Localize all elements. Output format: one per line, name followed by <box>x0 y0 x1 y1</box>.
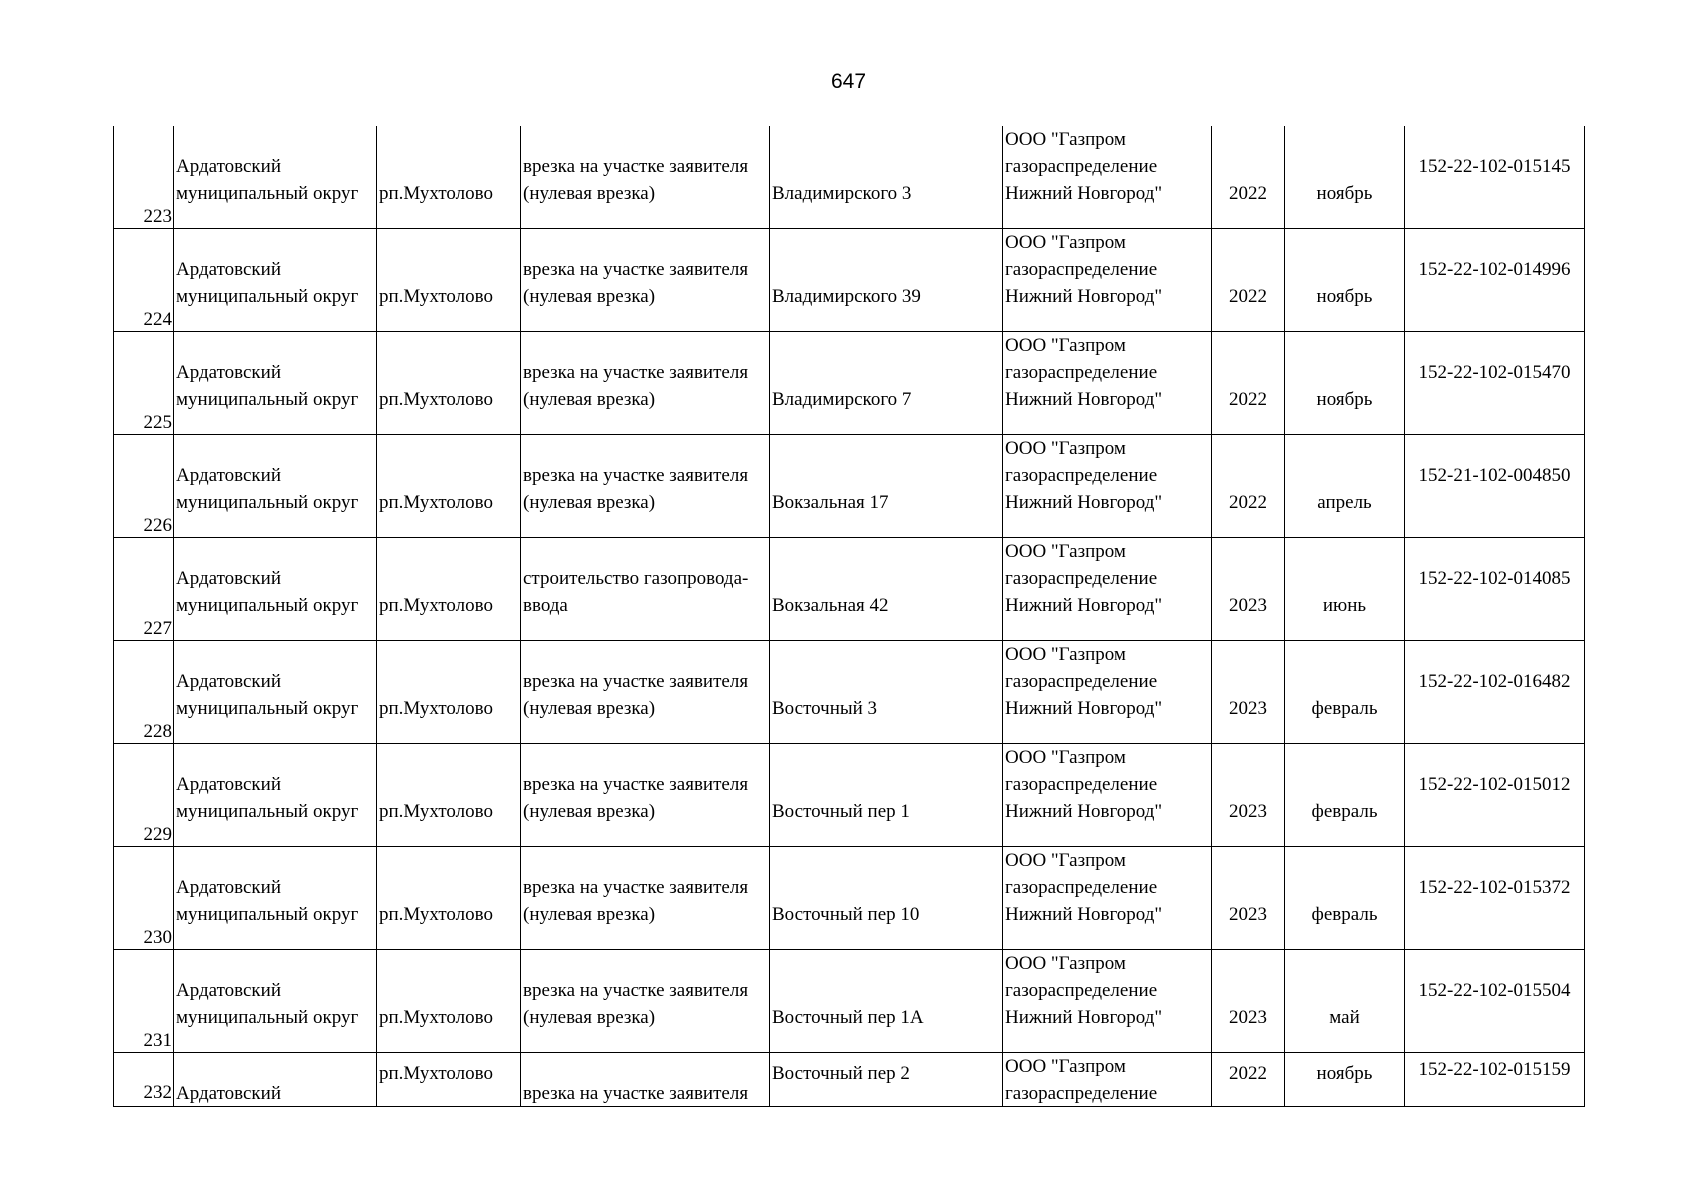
year-value: 2022 <box>1229 183 1267 204</box>
district-name <box>176 771 358 825</box>
district-name-line: муниципальный округ <box>176 389 359 410</box>
year-value: 2022 <box>1229 286 1267 307</box>
locality-cell <box>376 538 520 640</box>
street-address: Восточный пер 2 <box>772 1063 910 1084</box>
work-type-line: врезка на участке заявителя <box>523 980 749 1001</box>
work-type <box>523 771 748 825</box>
locality-cell <box>376 126 520 228</box>
street-address: Вокзальная 42 <box>772 595 889 616</box>
organization-cell <box>1002 1053 1211 1106</box>
organization-name-line: Нижний Новгород" <box>1005 1007 1163 1028</box>
organization-name-line: ООО "Газпром <box>1005 850 1126 871</box>
year-cell <box>1211 1053 1284 1106</box>
district-name <box>176 874 358 928</box>
row-number-cell <box>113 847 173 949</box>
work-type-cell <box>520 641 769 743</box>
gas-connection-table <box>113 126 1585 1107</box>
row-number: 228 <box>143 721 172 742</box>
address-cell <box>769 126 1002 228</box>
month-value: май <box>1329 1007 1360 1028</box>
table-row <box>113 538 1585 641</box>
table-row <box>113 641 1585 744</box>
street-address: Восточный пер 1А <box>772 1007 924 1028</box>
district-cell <box>173 126 376 228</box>
work-type-cell <box>520 126 769 228</box>
locality-name: рп.Мухтолово <box>379 389 493 410</box>
organization-name-line: Нижний Новгород" <box>1005 389 1163 410</box>
code-cell <box>1404 126 1585 228</box>
address-cell <box>769 950 1002 1052</box>
work-type-line: врезка на участке заявителя <box>523 774 749 795</box>
month-value: ноябрь <box>1316 389 1373 410</box>
work-type-line: строительство газопровода- <box>523 568 749 589</box>
organization-name-line: Нижний Новгород" <box>1005 904 1163 925</box>
district-name-line: муниципальный округ <box>176 286 359 307</box>
organization-name-line: газораспределение <box>1005 259 1158 280</box>
organization-name-line: газораспределение <box>1005 980 1158 1001</box>
organization-cell <box>1002 538 1211 640</box>
application-code: 152-22-102-014996 <box>1418 259 1571 280</box>
address-cell <box>769 641 1002 743</box>
work-type-cell <box>520 229 769 331</box>
work-type-cell <box>520 847 769 949</box>
district-cell <box>173 950 376 1052</box>
year-value: 2022 <box>1229 389 1267 410</box>
district-cell <box>173 744 376 846</box>
year-cell <box>1211 332 1284 434</box>
month-cell <box>1284 744 1404 846</box>
organization-name-line: газораспределение <box>1005 156 1158 177</box>
work-type <box>523 1080 748 1106</box>
year-value: 2023 <box>1229 904 1267 925</box>
organization-cell <box>1002 435 1211 537</box>
work-type-line: (нулевая врезка) <box>523 286 656 307</box>
district-name-line: муниципальный округ <box>176 801 359 822</box>
table-row <box>113 332 1585 435</box>
row-number: 227 <box>143 618 172 639</box>
district-name <box>176 359 358 413</box>
work-type-line: ввода <box>523 595 568 616</box>
district-name-line: Ардатовский <box>176 465 281 486</box>
code-cell <box>1404 332 1585 434</box>
application-code: 152-21-102-004850 <box>1418 465 1571 486</box>
street-address: Вокзальная 17 <box>772 492 889 513</box>
code-cell <box>1404 1053 1585 1106</box>
month-cell <box>1284 332 1404 434</box>
month-value: ноябрь <box>1316 183 1373 204</box>
organization-cell <box>1002 744 1211 846</box>
work-type-line: врезка на участке заявителя <box>523 1083 749 1104</box>
address-cell <box>769 744 1002 846</box>
district-name <box>176 565 358 619</box>
month-value: февраль <box>1311 904 1378 925</box>
organization-name-line: Нижний Новгород" <box>1005 801 1163 822</box>
organization-name <box>1005 744 1162 825</box>
work-type-line: врезка на участке заявителя <box>523 877 749 898</box>
page-number: 647 <box>830 70 867 93</box>
locality-cell <box>376 950 520 1052</box>
month-cell <box>1284 538 1404 640</box>
work-type-cell <box>520 1053 769 1106</box>
organization-name-line: ООО "Газпром <box>1005 438 1126 459</box>
application-code: 152-22-102-015145 <box>1418 156 1571 177</box>
application-code: 152-22-102-016482 <box>1418 671 1571 692</box>
street-address: Владимирского 3 <box>772 183 912 204</box>
year-value: 2023 <box>1229 595 1267 616</box>
locality-cell <box>376 229 520 331</box>
year-cell <box>1211 847 1284 949</box>
application-code: 152-22-102-015470 <box>1418 362 1571 383</box>
row-number-cell <box>113 126 173 228</box>
work-type-line: врезка на участке заявителя <box>523 671 749 692</box>
year-cell <box>1211 641 1284 743</box>
row-number-cell <box>113 229 173 331</box>
organization-name <box>1005 847 1162 928</box>
row-number: 232 <box>143 1082 172 1103</box>
district-name <box>176 153 358 207</box>
row-number: 223 <box>143 206 172 227</box>
organization-name-line: ООО "Газпром <box>1005 1056 1126 1077</box>
district-name-line: муниципальный округ <box>176 698 359 719</box>
work-type <box>523 668 748 722</box>
organization-name <box>1005 1053 1157 1106</box>
organization-name-line: ООО "Газпром <box>1005 747 1126 768</box>
locality-name: рп.Мухтолово <box>379 286 493 307</box>
organization-name-line: газораспределение <box>1005 362 1158 383</box>
application-code: 152-22-102-014085 <box>1418 568 1571 589</box>
organization-name-line: газораспределение <box>1005 774 1158 795</box>
month-cell <box>1284 229 1404 331</box>
address-cell <box>769 1053 1002 1106</box>
locality-cell <box>376 847 520 949</box>
organization-name <box>1005 435 1162 516</box>
district-name-line: Ардатовский <box>176 1083 281 1104</box>
work-type <box>523 462 748 516</box>
work-type <box>523 874 748 928</box>
table-row <box>113 950 1585 1053</box>
row-number-cell <box>113 641 173 743</box>
organization-cell <box>1002 229 1211 331</box>
district-name-line: Ардатовский <box>176 671 281 692</box>
locality-name: рп.Мухтолово <box>379 904 493 925</box>
organization-name-line: Нижний Новгород" <box>1005 286 1163 307</box>
work-type-line: (нулевая врезка) <box>523 904 656 925</box>
organization-name-line: газораспределение <box>1005 568 1158 589</box>
table-row <box>113 1053 1585 1107</box>
year-cell <box>1211 229 1284 331</box>
year-value: 2023 <box>1229 1007 1267 1028</box>
row-number: 230 <box>143 927 172 948</box>
organization-name <box>1005 126 1162 207</box>
work-type-line: (нулевая врезка) <box>523 183 656 204</box>
table-row <box>113 435 1585 538</box>
row-number-cell <box>113 332 173 434</box>
year-cell <box>1211 126 1284 228</box>
year-value: 2023 <box>1229 698 1267 719</box>
organization-name <box>1005 950 1162 1031</box>
organization-name-line: газораспределение <box>1005 1083 1158 1104</box>
street-address: Владимирского 39 <box>772 286 921 307</box>
table-row <box>113 229 1585 332</box>
code-cell <box>1404 435 1585 537</box>
work-type <box>523 256 748 310</box>
locality-cell <box>376 744 520 846</box>
address-cell <box>769 538 1002 640</box>
work-type-cell <box>520 744 769 846</box>
organization-cell <box>1002 332 1211 434</box>
organization-name <box>1005 332 1162 413</box>
locality-name: рп.Мухтолово <box>379 183 493 204</box>
organization-name-line: ООО "Газпром <box>1005 541 1126 562</box>
work-type-line: врезка на участке заявителя <box>523 465 749 486</box>
work-type-cell <box>520 950 769 1052</box>
table-row <box>113 744 1585 847</box>
district-name-line: Ардатовский <box>176 877 281 898</box>
month-value: июнь <box>1322 595 1367 616</box>
address-cell <box>769 229 1002 331</box>
row-number-cell <box>113 1053 173 1106</box>
organization-name <box>1005 229 1162 310</box>
month-value: февраль <box>1311 698 1378 719</box>
district-name-line: муниципальный округ <box>176 1007 359 1028</box>
organization-name <box>1005 641 1162 722</box>
work-type-line: (нулевая врезка) <box>523 492 656 513</box>
year-cell <box>1211 435 1284 537</box>
organization-cell <box>1002 847 1211 949</box>
locality-cell <box>376 332 520 434</box>
month-cell <box>1284 847 1404 949</box>
work-type-line: врезка на участке заявителя <box>523 362 749 383</box>
work-type <box>523 359 748 413</box>
code-cell <box>1404 538 1585 640</box>
district-cell <box>173 847 376 949</box>
district-name-line: муниципальный округ <box>176 595 359 616</box>
address-cell <box>769 847 1002 949</box>
district-cell <box>173 1053 376 1106</box>
year-cell <box>1211 950 1284 1052</box>
locality-name: рп.Мухтолово <box>379 595 493 616</box>
month-cell <box>1284 641 1404 743</box>
application-code: 152-22-102-015504 <box>1418 980 1571 1001</box>
district-name-line: Ардатовский <box>176 980 281 1001</box>
locality-cell <box>376 641 520 743</box>
district-name-line: муниципальный округ <box>176 904 359 925</box>
month-value: ноябрь <box>1316 1063 1373 1084</box>
row-number-cell <box>113 744 173 846</box>
locality-cell <box>376 435 520 537</box>
locality-name: рп.Мухтолово <box>379 1063 493 1084</box>
row-number: 229 <box>143 824 172 845</box>
organization-cell <box>1002 641 1211 743</box>
year-value: 2022 <box>1229 492 1267 513</box>
organization-name-line: ООО "Газпром <box>1005 644 1126 665</box>
year-value: 2022 <box>1229 1063 1267 1084</box>
organization-name-line: газораспределение <box>1005 671 1158 692</box>
district-name-line: муниципальный округ <box>176 492 359 513</box>
year-value: 2023 <box>1229 801 1267 822</box>
month-value: ноябрь <box>1316 286 1373 307</box>
district-name-line: Ардатовский <box>176 568 281 589</box>
district-name <box>176 1080 281 1106</box>
row-number: 225 <box>143 412 172 433</box>
street-address: Восточный пер 1 <box>772 801 910 822</box>
work-type <box>523 565 748 619</box>
organization-name-line: газораспределение <box>1005 465 1158 486</box>
district-cell <box>173 332 376 434</box>
code-cell <box>1404 950 1585 1052</box>
organization-name-line: газораспределение <box>1005 877 1158 898</box>
work-type-cell <box>520 538 769 640</box>
work-type-line: врезка на участке заявителя <box>523 259 749 280</box>
work-type-line: (нулевая врезка) <box>523 389 656 410</box>
organization-cell <box>1002 950 1211 1052</box>
district-name-line: Ардатовский <box>176 156 281 177</box>
organization-name <box>1005 538 1162 619</box>
district-name-line: Ардатовский <box>176 774 281 795</box>
month-value: апрель <box>1317 492 1372 513</box>
row-number-cell <box>113 950 173 1052</box>
organization-name-line: ООО "Газпром <box>1005 953 1126 974</box>
code-cell <box>1404 229 1585 331</box>
organization-name-line: Нижний Новгород" <box>1005 698 1163 719</box>
table-row <box>113 126 1585 229</box>
district-name-line: муниципальный округ <box>176 183 359 204</box>
organization-name-line: Нижний Новгород" <box>1005 595 1163 616</box>
organization-name-line: ООО "Газпром <box>1005 335 1126 356</box>
year-cell <box>1211 744 1284 846</box>
row-number: 224 <box>143 309 172 330</box>
district-cell <box>173 538 376 640</box>
work-type <box>523 153 748 207</box>
month-cell <box>1284 435 1404 537</box>
month-cell <box>1284 950 1404 1052</box>
district-name <box>176 668 358 722</box>
street-address: Владимирского 7 <box>772 389 912 410</box>
work-type-line: (нулевая врезка) <box>523 801 656 822</box>
address-cell <box>769 435 1002 537</box>
work-type-line: (нулевая врезка) <box>523 1007 656 1028</box>
locality-cell <box>376 1053 520 1106</box>
organization-name-line: ООО "Газпром <box>1005 129 1126 150</box>
month-cell <box>1284 1053 1404 1106</box>
code-cell <box>1404 641 1585 743</box>
address-cell <box>769 332 1002 434</box>
district-name-line: Ардатовский <box>176 362 281 383</box>
year-cell <box>1211 538 1284 640</box>
row-number: 226 <box>143 515 172 536</box>
district-cell <box>173 641 376 743</box>
locality-name: рп.Мухтолово <box>379 492 493 513</box>
locality-name: рп.Мухтолово <box>379 698 493 719</box>
organization-name-line: ООО "Газпром <box>1005 232 1126 253</box>
district-name <box>176 462 358 516</box>
organization-cell <box>1002 126 1211 228</box>
district-cell <box>173 229 376 331</box>
street-address: Восточный 3 <box>772 698 878 719</box>
street-address: Восточный пер 10 <box>772 904 920 925</box>
month-cell <box>1284 126 1404 228</box>
locality-name: рп.Мухтолово <box>379 1007 493 1028</box>
district-name-line: Ардатовский <box>176 259 281 280</box>
work-type-line: (нулевая врезка) <box>523 698 656 719</box>
locality-name: рп.Мухтолово <box>379 801 493 822</box>
application-code: 152-22-102-015012 <box>1418 774 1571 795</box>
application-code: 152-22-102-015159 <box>1418 1059 1571 1080</box>
table-row <box>113 847 1585 950</box>
district-name <box>176 977 358 1031</box>
district-name <box>176 256 358 310</box>
month-value: февраль <box>1311 801 1378 822</box>
organization-name-line: Нижний Новгород" <box>1005 492 1163 513</box>
work-type-cell <box>520 435 769 537</box>
row-number: 231 <box>143 1030 172 1051</box>
work-type-cell <box>520 332 769 434</box>
code-cell <box>1404 744 1585 846</box>
code-cell <box>1404 847 1585 949</box>
application-code: 152-22-102-015372 <box>1418 877 1571 898</box>
work-type <box>523 977 748 1031</box>
row-number-cell <box>113 435 173 537</box>
work-type-line: врезка на участке заявителя <box>523 156 749 177</box>
row-number-cell <box>113 538 173 640</box>
organization-name-line: Нижний Новгород" <box>1005 183 1163 204</box>
district-cell <box>173 435 376 537</box>
